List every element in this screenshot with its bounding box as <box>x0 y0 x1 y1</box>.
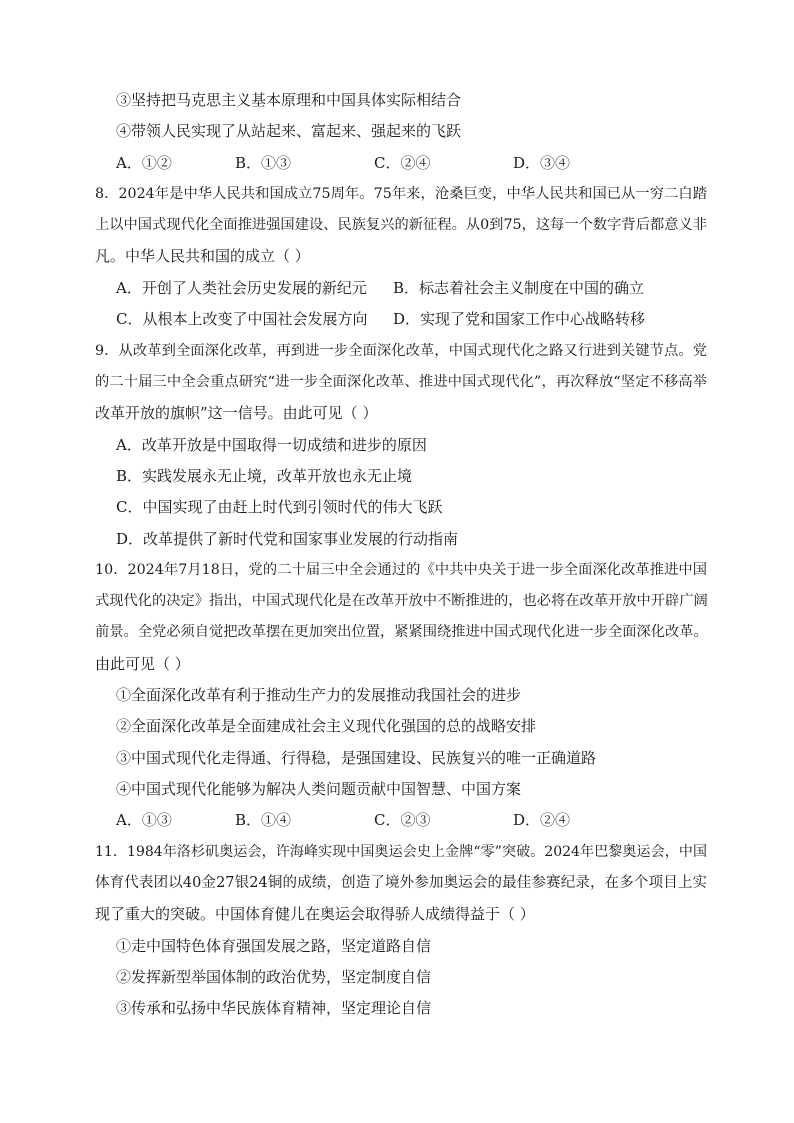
q10-option-d: D．②④ <box>513 811 571 829</box>
q9-stem-line: 9．从改革到全面深化改革，再到进一步全面深化改革，中国式现代化之路又行进到关键节点。党 <box>95 343 707 359</box>
q8-stem-line: 8．2024年是中华人民共和国成立75周年。75年来，沧桑巨变，中华人民共和国已从一穷二白踏 <box>95 186 707 202</box>
q8-option-c: C．从根本上改变了中国社会发展方向 <box>116 310 368 328</box>
q11-item-2: ②发挥新型举国体制的政治优势，坚定制度自信 <box>116 968 432 986</box>
q10-item-3: ③中国式现代化走得通、行得稳，是强国建设、民族复兴的唯一正确道路 <box>116 749 597 767</box>
q11-stem-line: 现了重大的突破。中国体育健儿在奥运会取得骄人成绩得益于（ ） <box>95 905 535 923</box>
q9-stem-line: 的二十届三中全会重点研究“进一步全面深化改革、推进中国式现代化”，再次释放“坚定不移高举 <box>95 374 707 390</box>
q9-option-c: C．中国实现了由赶上时代到引领时代的伟大飞跃 <box>116 498 443 516</box>
q8-option-a: A．开创了人类社会历史发展的新纪元 <box>116 279 367 297</box>
q9-option-a: A．改革开放是中国取得一切成绩和进步的原因 <box>116 436 427 454</box>
q11-item-3: ③传承和弘扬中华民族体育精神，坚定理论自信 <box>116 999 432 1017</box>
q10-option-c: C．②③ <box>374 811 431 829</box>
q7-item-4: ④带领人民实现了从站起来、富起来、强起来的飞跃 <box>116 122 462 140</box>
q10-item-2: ②全面深化改革是全面建成社会主义现代化强国的总的战略安排 <box>116 717 537 735</box>
q10-option-a: A．①③ <box>116 811 172 829</box>
q10-stem-line: 式现代化的决定》指出，中国式现代化是在改革开放中不断推进的，也必将在改革开放中开辟广阔 <box>95 593 708 609</box>
q10-item-4: ④中国式现代化能够为解决人类问题贡献中国智慧、中国方案 <box>116 780 522 798</box>
q9-option-d: D．改革提供了新时代党和国家事业发展的行动指南 <box>116 530 459 548</box>
q10-stem-line: 前景。全党必须自觉把改革摆在更加突出位置，紧紧围绕推进中国式现代化进一步全面深化改革。 <box>95 624 708 640</box>
q11-item-1: ①走中国特色体育强国发展之路，坚定道路自信 <box>116 937 432 955</box>
q7-option-b: B．①③ <box>235 154 292 172</box>
q7-item-3: ③坚持把马克思主义基本原理和中国具体实际相结合 <box>116 91 462 109</box>
q7-option-c: C．②④ <box>374 154 431 172</box>
q11-stem-line: 体育代表团以40金27银24铜的成绩，创造了境外参加奥运会的最佳参赛纪录，在多个项目上实 <box>95 875 707 891</box>
q10-stem-line: 由此可见（ ） <box>95 655 190 673</box>
q10-stem-line: 10．2024年7月18日，党的二十届三中全会通过的《中共中央关于进一步全面深化改革推进中国 <box>95 562 707 578</box>
q8-stem-line: 上以中国式现代化全面推进强国建设、民族复兴的新征程。从0到75，这每一个数字背后都意义非 <box>95 217 707 233</box>
q9-option-b: B．实践发展永无止境，改革开放也永无止境 <box>116 467 413 485</box>
q10-option-b: B．①④ <box>235 811 292 829</box>
q8-stem-line: 凡。中华人民共和国的成立（ ） <box>95 247 310 265</box>
q11-stem-line: 11．1984年洛杉矶奥运会，许海峰实现中国奥运会史上金牌“零”突破。2024年巴黎奥运会，中国 <box>95 844 707 860</box>
q8-option-d: D．实现了党和国家工作中心战略转移 <box>393 310 646 328</box>
q8-option-b: B．标志着社会主义制度在中国的确立 <box>393 279 645 297</box>
q7-option-a: A．①② <box>116 154 172 172</box>
q7-option-d: D．③④ <box>513 154 571 172</box>
q9-stem-line: 改革开放的旗帜”这一信号。由此可见（ ） <box>95 404 378 422</box>
q10-item-1: ①全面深化改革有利于推动生产力的发展推动我国社会的进步 <box>116 686 522 704</box>
